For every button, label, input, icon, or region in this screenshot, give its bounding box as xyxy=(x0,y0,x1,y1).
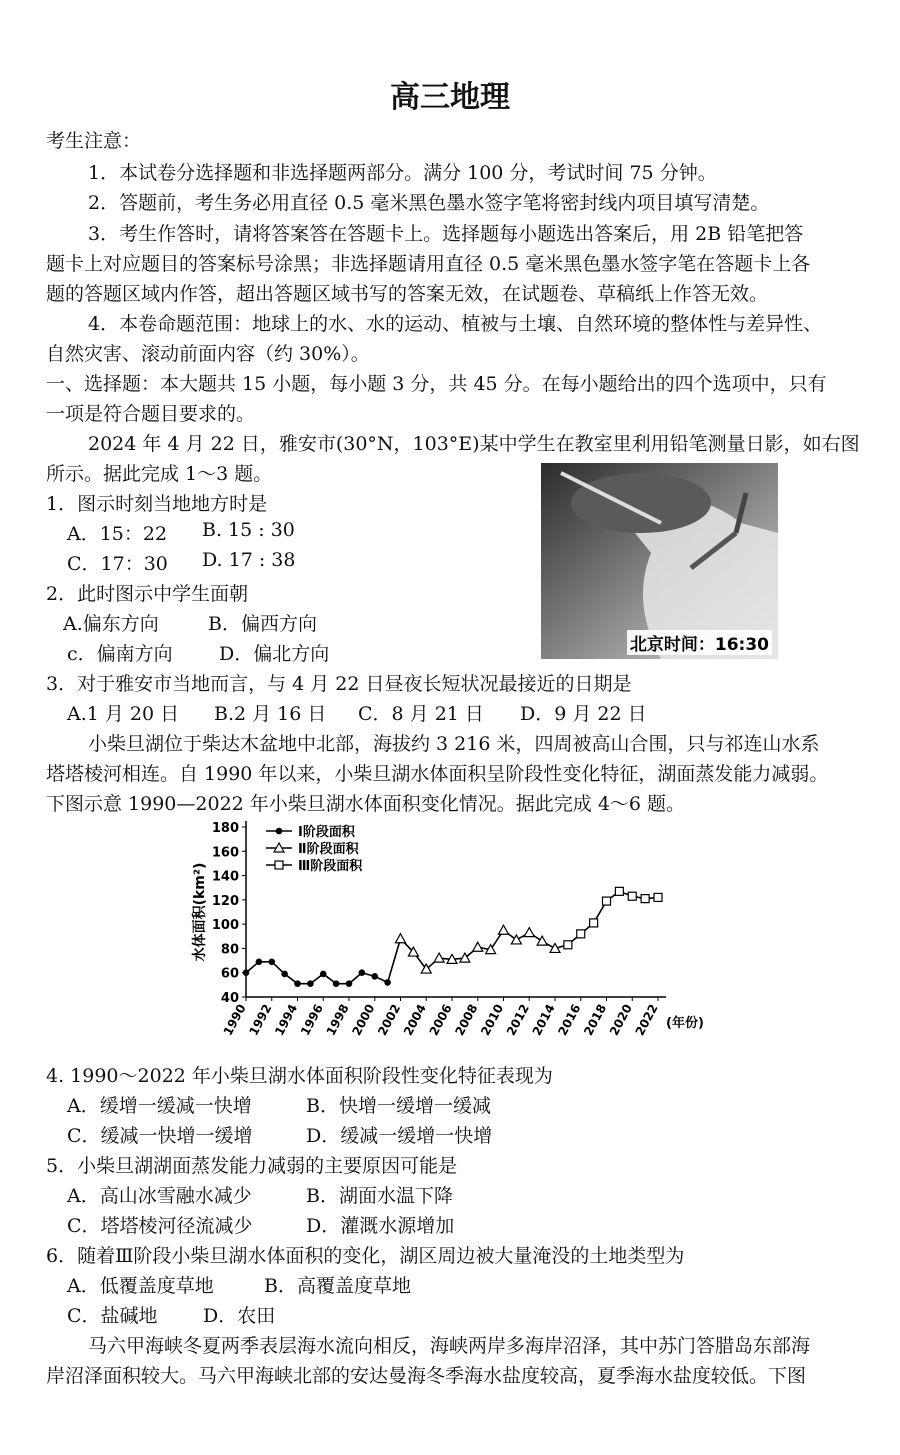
data-point xyxy=(524,928,534,937)
question-stem: 1．图示时刻当地地方时是 xyxy=(46,493,268,515)
x-tick-label: 2012 xyxy=(503,1001,532,1038)
question-stem: 6．随着Ⅲ阶段小柴旦湖水体面积的变化，湖区周边被大量淹没的土地类型为 xyxy=(46,1245,685,1267)
option: D．偏北方向 xyxy=(219,643,330,665)
x-tick-label: 1992 xyxy=(246,1001,275,1038)
option: B. 15 : 30 xyxy=(202,519,295,541)
passage-text: 所示。据此完成 1～3 题。 xyxy=(46,463,273,485)
legend-marker xyxy=(276,828,283,835)
photo-caption: 北京时间：16:30 xyxy=(627,630,772,655)
passage-text: 2024 年 4 月 22 日，雅安市(30°N，103°E)某中学生在教室里利用铅笔测量日影，如右图 xyxy=(88,433,860,455)
data-point xyxy=(307,980,314,987)
x-tick-label: 2016 xyxy=(555,1001,584,1038)
option: B．偏西方向 xyxy=(208,613,317,635)
x-tick-label: 2014 xyxy=(529,1001,558,1038)
data-point xyxy=(346,980,353,987)
passage-text: 小柴旦湖位于柴达木盆地中北部，海拔约 3 216 米，四周被高山合围，只与祁连山水系 xyxy=(88,733,820,755)
y-tick-label: 100 xyxy=(211,918,239,934)
y-tick-label: 180 xyxy=(211,821,239,836)
series-line xyxy=(246,962,388,984)
data-point xyxy=(654,893,662,901)
data-point xyxy=(320,971,327,978)
x-tick-label: 2020 xyxy=(606,1001,635,1038)
data-point xyxy=(268,958,275,965)
data-point xyxy=(434,953,444,962)
option: C．17：30 xyxy=(67,553,168,575)
option: A．15：22 xyxy=(67,523,168,545)
data-point xyxy=(511,935,521,944)
notice-item: 2．答题前，考生务必用直径 0.5 毫米黑色墨水签字笔将密封线内项目填写清楚。 xyxy=(88,192,770,214)
option: A．低覆盖度草地 xyxy=(67,1275,214,1297)
passage-text: 马六甲海峡冬夏两季表层海水流向相反，海峡两岸多海岸沼泽，其中苏门答腊岛东部海 xyxy=(88,1335,811,1357)
option: A.偏东方向 xyxy=(63,613,159,635)
legend-marker xyxy=(275,861,283,869)
data-point xyxy=(396,934,406,943)
option: C．塔塔棱河径流减少 xyxy=(67,1215,253,1237)
page-title: 高三地理 xyxy=(390,80,510,115)
notice-item: 自然灾害、滚动前面内容（约 30%）。 xyxy=(46,343,370,365)
question-stem: 5．小柴旦湖湖面蒸发能力减弱的主要原因可能是 xyxy=(46,1155,458,1177)
data-point xyxy=(371,973,378,980)
question-stem: 4. 1990～2022 年小柴旦湖水体面积阶段性变化特征表现为 xyxy=(46,1065,553,1087)
option: D．缓减一缓增一快增 xyxy=(306,1125,493,1147)
data-point xyxy=(473,942,483,951)
data-point xyxy=(537,936,547,945)
question-stem: 2．此时图示中学生面朝 xyxy=(46,583,249,605)
data-point xyxy=(384,979,391,986)
y-tick-label: 160 xyxy=(211,845,239,861)
option: D. 17 : 38 xyxy=(202,549,296,571)
x-tick-label: 2002 xyxy=(375,1001,404,1038)
data-point xyxy=(590,919,598,927)
data-point xyxy=(294,980,301,987)
option: C．盐碱地 xyxy=(67,1305,158,1327)
data-point xyxy=(641,895,649,903)
y-tick-label: 40 xyxy=(220,991,239,1006)
y-axis-label: 水体面积(km²) xyxy=(192,862,208,962)
y-tick-label: 60 xyxy=(220,966,239,982)
y-tick-label: 120 xyxy=(211,893,239,909)
option: D．9 月 22 日 xyxy=(520,703,647,725)
x-tick-label: 1990 xyxy=(220,1001,249,1038)
option: c．偏南方向 xyxy=(67,643,173,665)
notice-item: 1．本试卷分选择题和非选择题两部分。满分 100 分，考试时间 75 分钟。 xyxy=(88,162,717,184)
option: A．高山冰雪融水减少 xyxy=(67,1185,252,1207)
x-tick-label: 2018 xyxy=(581,1001,610,1038)
data-point xyxy=(577,930,585,938)
option: A.1 月 20 日 xyxy=(67,703,180,725)
passage-text: 下图示意 1990—2022 年小柴旦湖水体面积变化情况。据此完成 4～6 题。 xyxy=(46,793,686,815)
option: D．灌溉水源增加 xyxy=(306,1215,455,1237)
x-axis-label: (年份) xyxy=(666,1016,704,1031)
legend-label: Ⅰ阶段面积 xyxy=(298,825,355,840)
data-point xyxy=(615,887,623,895)
data-point xyxy=(628,892,636,900)
lake-area-chart-svg xyxy=(186,815,706,1055)
data-point xyxy=(281,971,288,978)
section-heading: 一、选择题：本大题共 15 小题，每小题 3 分，共 45 分。在每小题给出的四个选项中，只有 xyxy=(46,373,827,395)
option: C．缓减一快增一缓增 xyxy=(67,1125,253,1147)
data-point xyxy=(499,925,509,934)
passage-text: 岸沼泽面积较大。马六甲海峡北部的安达曼海冬季海水盐度较高，夏季海水盐度较低。下图 xyxy=(46,1365,807,1387)
option: A．缓增一缓减一快增 xyxy=(67,1095,252,1117)
notice-item: 题卡上对应题目的答案标号涂黑；非选择题请用直径 0.5 毫米黑色墨水签字笔在答题卡上各 xyxy=(46,253,811,275)
notice-item: 题的答题区域内作答，超出答题区域书写的答案无效，在试题卷、草稿纸上作答无效。 xyxy=(46,283,769,305)
x-tick-label: 1996 xyxy=(297,1001,326,1038)
x-tick-label: 1994 xyxy=(272,1001,301,1038)
section-heading: 一项是符合题目要求的。 xyxy=(46,403,256,425)
y-tick-label: 80 xyxy=(220,942,239,958)
option: C．8 月 21 日 xyxy=(358,703,484,725)
x-tick-label: 2000 xyxy=(349,1001,378,1038)
data-point xyxy=(603,897,611,905)
x-tick-label: 2010 xyxy=(478,1001,507,1038)
option: B．湖面水温下降 xyxy=(306,1185,453,1207)
y-tick-label: 140 xyxy=(211,869,239,885)
lake-area-chart xyxy=(186,815,706,1055)
option: B．高覆盖度草地 xyxy=(264,1275,411,1297)
data-point xyxy=(256,958,263,965)
passage-text: 塔塔棱河相连。自 1990 年以来，小柴旦湖水体面积呈阶段性变化特征，湖面蒸发能力减弱。 xyxy=(46,763,829,785)
pencil-shadow-photo xyxy=(541,463,778,659)
data-point xyxy=(243,969,250,976)
option: B.2 月 16 日 xyxy=(214,703,327,725)
x-tick-label: 2022 xyxy=(632,1001,661,1038)
legend-label: Ⅱ阶段面积 xyxy=(298,842,359,857)
notice-item: 3．考生作答时，请将答案答在答题卡上。选择题每小题选出答案后，用 2B 铅笔把答 xyxy=(88,223,804,245)
notice-heading: 考生注意： xyxy=(46,130,142,152)
x-tick-label: 2008 xyxy=(452,1001,481,1038)
legend-label: Ⅲ阶段面积 xyxy=(298,859,363,874)
notice-item: 4．本卷命题范围：地球上的水、水的运动、植被与土壤、自然环境的整体性与差异性、 xyxy=(88,313,823,335)
x-tick-label: 2004 xyxy=(400,1001,429,1038)
option: D．农田 xyxy=(203,1305,276,1327)
data-point xyxy=(564,941,572,949)
data-point xyxy=(359,969,366,976)
data-point xyxy=(333,980,340,987)
question-stem: 3．对于雅安市当地而言，与 4 月 22 日昼夜长短状况最接近的日期是 xyxy=(46,673,632,695)
x-tick-label: 1998 xyxy=(323,1001,352,1038)
option: B．快增一缓增一缓减 xyxy=(306,1095,491,1117)
x-tick-label: 2006 xyxy=(426,1001,455,1038)
